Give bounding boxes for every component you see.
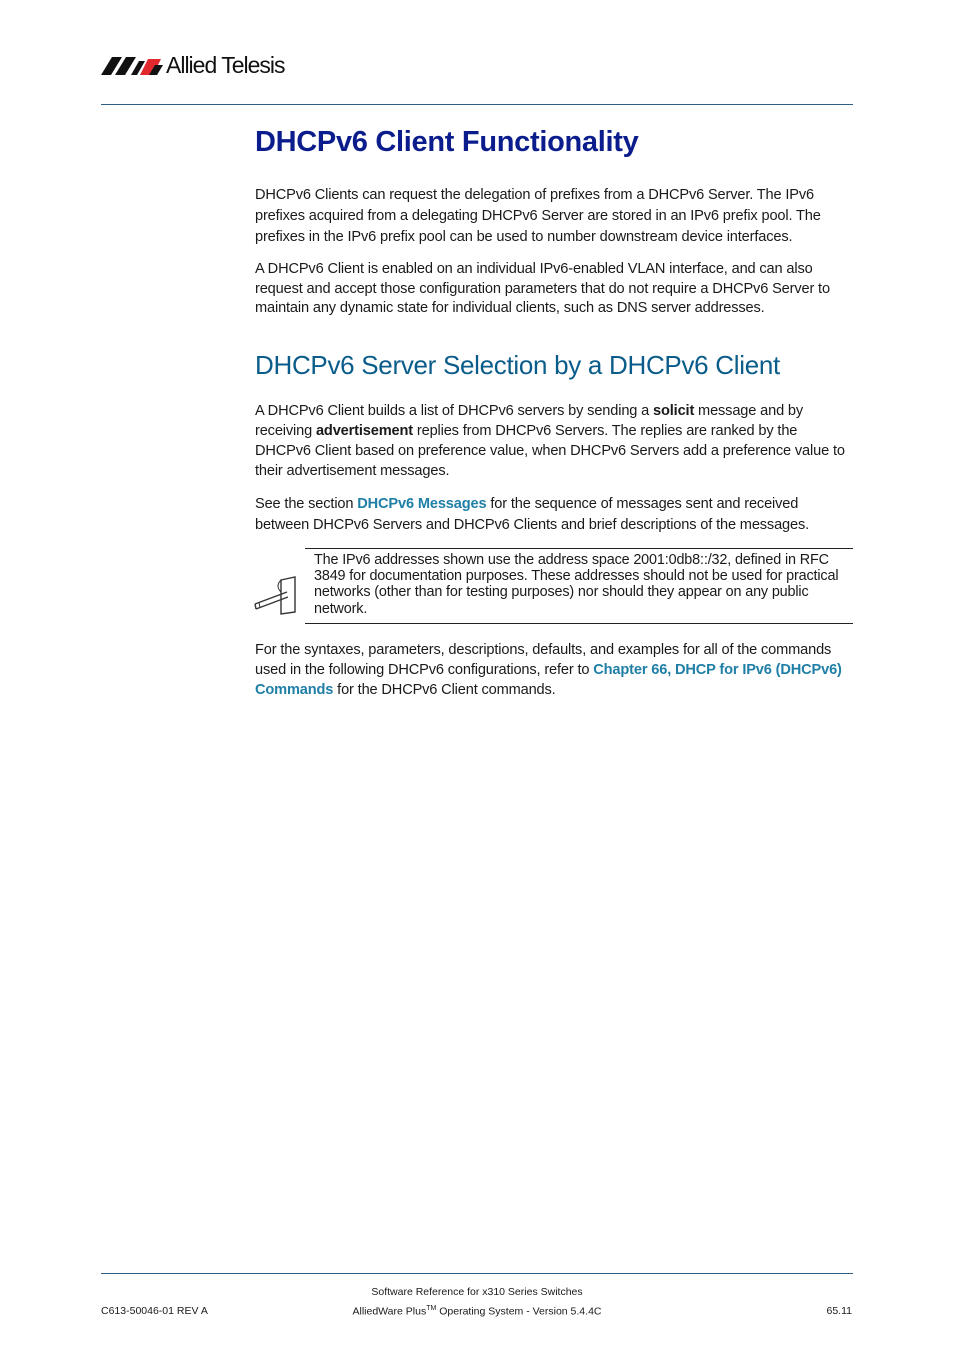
- note-top-rule: [305, 548, 853, 549]
- paragraph-client-enable: A DHCPv6 Client is enabled on an individual IPv6-enabled VLAN interface, and can also request and accept those configuration parameters that do not require a DHCPv6 Server to maintain any dynamic state for individual clients, such as DNS server addresses.: [255, 261, 830, 316]
- paragraph-prefix-delegation: DHCPv6 Clients can request the delegation of prefixes from a DHCPv6 Server. The IPv6 prefixes acquired from a delegating DHCPv6 Server are stored in an IPv6 prefix pool. The prefixes in the IPv6 prefix pool can be used to number downstream device interfaces.: [255, 187, 821, 245]
- footer-os-line: AlliedWare Plus™ Operating System - Version 5.4.4C: [352, 1305, 602, 1318]
- allied-telesis-logo: [101, 52, 285, 78]
- paragraph-see-section: See the section DHCPv6 Messages for the sequence of messages sent and received between DHCPv6 Servers and DHCPv6 Clients and brief descriptions of the messages.: [255, 496, 810, 533]
- section-title-client-functionality: DHCPv6 Client Functionality: [255, 126, 639, 158]
- note-ipv6-addresses: The IPv6 addresses shown use the address space 2001:0db8::/32, defined in RFC 3849 for documentation purposes. These addresses should not be used for practical networks (other than for testing purposes) nor should they appear on any public network.: [314, 552, 839, 617]
- advertisement-term: advertisement: [315, 423, 413, 439]
- header-rule: [101, 104, 853, 105]
- paragraph-server-list: A DHCPv6 Client builds a list of DHCPv6 servers by sending a solicit message and by receiving advertisement replies from DHCPv6 Servers. The replies are ranked by the DHCPv6 Client based on preference value, when DHCPv6 Servers add a preference value to their advertisement messages.: [255, 403, 845, 479]
- footer-product-line: Software Reference for x310 Series Switches: [371, 1286, 583, 1298]
- section-title-server-selection: DHCPv6 Server Selection by a DHCPv6 Client: [255, 350, 780, 380]
- note-pencil-icon: [253, 574, 299, 616]
- allied-telesis-logo-mark-icon: [101, 55, 163, 75]
- footer-page-number: 65.11: [826, 1305, 852, 1317]
- paragraph-commands-reference: For the syntaxes, parameters, descriptions, defaults, and examples for all of the commands used in the following DHCPv6 configurations, refer to Chapter 66, DHCP for IPv6 (DHCPv6) Commands for the DHCPv6 Client commands.: [255, 642, 842, 698]
- logo-text: Allied Telesis: [166, 52, 285, 78]
- dhcpv6-messages-link[interactable]: DHCPv6 Messages: [357, 496, 487, 512]
- solicit-term: solicit: [653, 403, 695, 419]
- footer-doc-id: C613-50046-01 REV A: [101, 1305, 208, 1317]
- note-bottom-rule: [305, 623, 853, 624]
- footer-rule: [101, 1273, 853, 1274]
- chapter-66-link[interactable]: Chapter 66, DHCP for IPv6 (DHCPv6) Commands: [255, 661, 842, 698]
